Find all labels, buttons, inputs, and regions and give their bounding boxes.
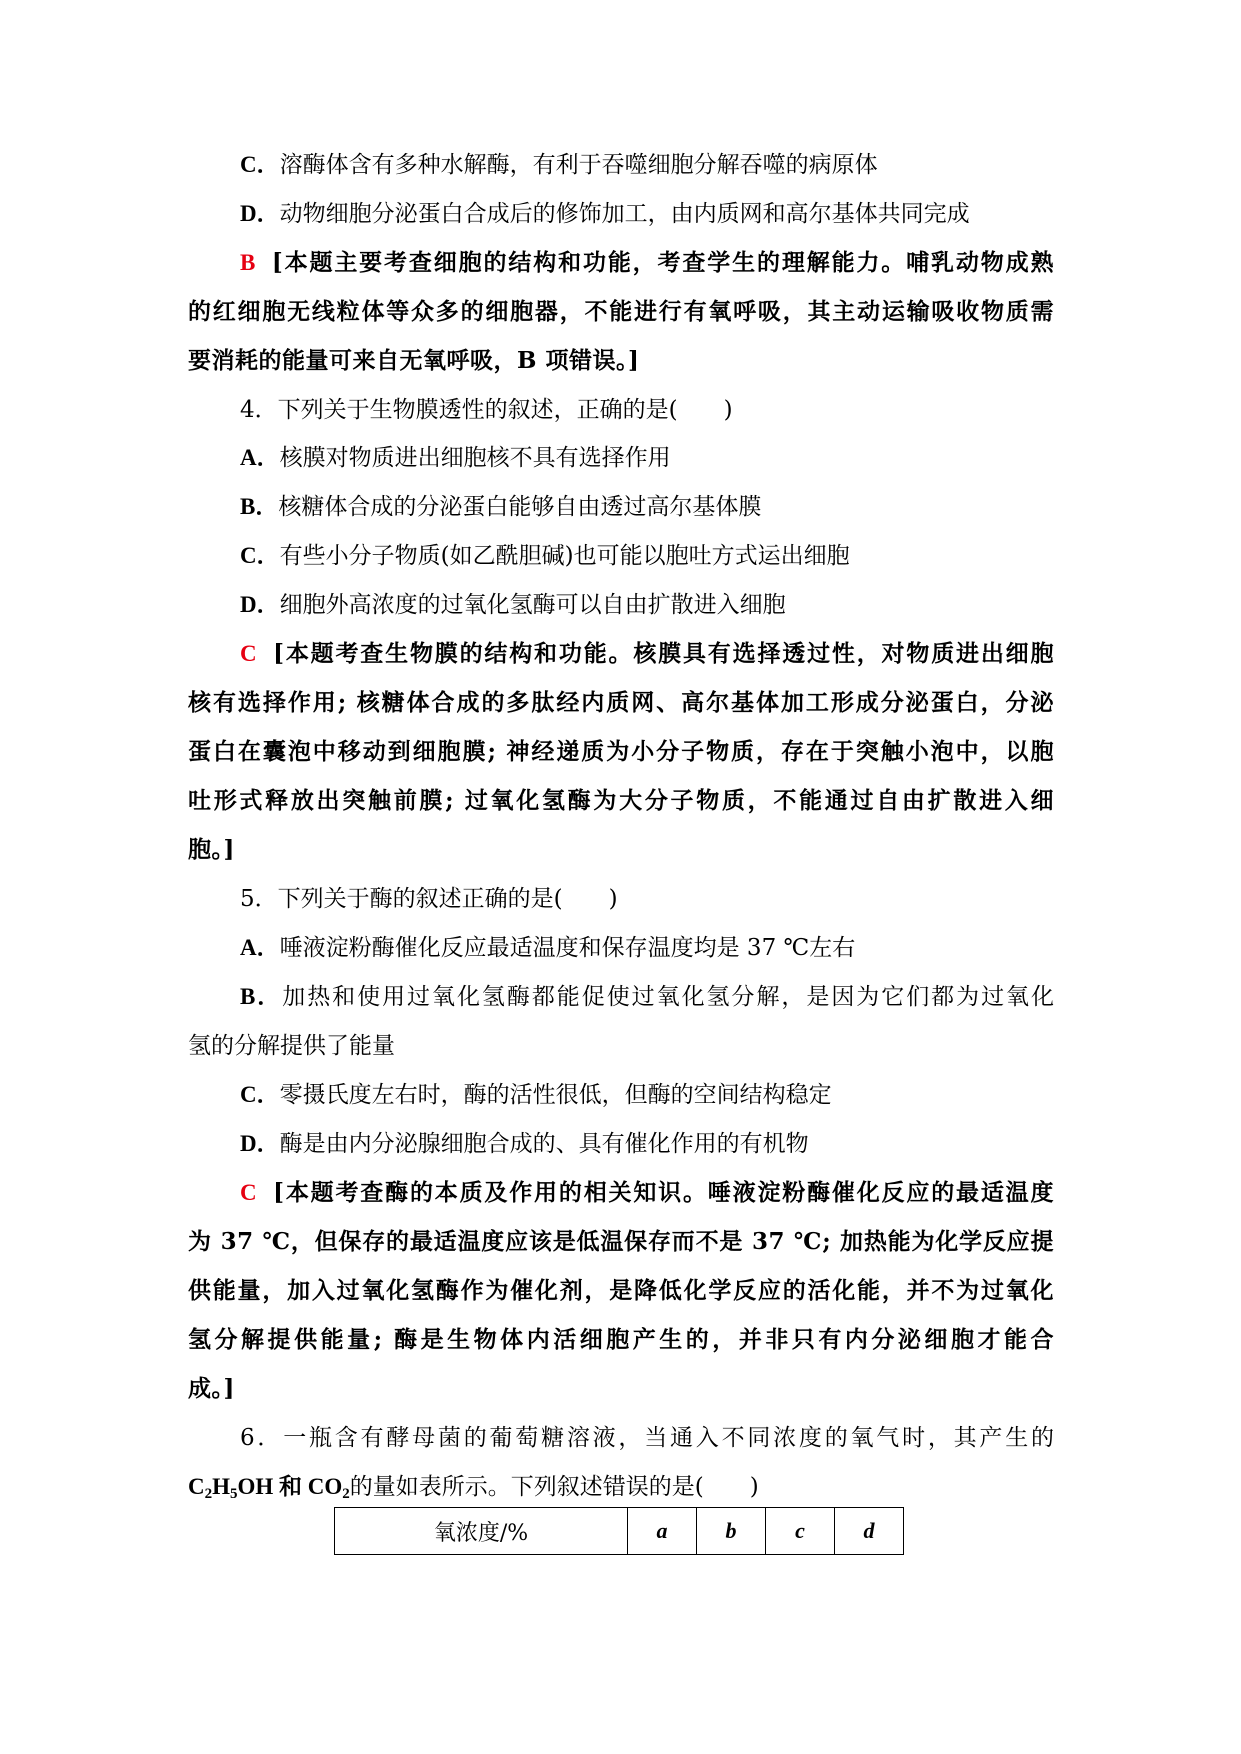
option-label: D． [240,1131,280,1156]
explanation-text: [本题考查生物膜的结构和功能。核膜具有选择透过性，对物质进出细胞 [273,640,1054,667]
option-text: 溶酶体含有多种水解酶，有利于吞噬细胞分解吞噬的病原体 [279,152,878,178]
oxygen-table [334,1507,904,1555]
option-text: 核膜对物质进出细胞核不具有选择作用 [279,445,671,471]
option-label: A． [240,935,280,960]
q5-explanation-line-3: 供能量，加入过氧化氢酶作为催化剂，是降低化学反应的活化能，并不为过氧化 [188,1277,1054,1304]
q4-explanation-line-3: 蛋白在囊泡中移动到细胞膜; 神经递质为小分子物质，存在于突触小泡中，以胞 [188,738,1054,765]
option-label: B． [240,984,283,1009]
explanation-text: [本题考查酶的本质及作用的相关知识。唾液淀粉酶催化反应的最适温度 [273,1179,1054,1206]
answer-letter: C [240,641,258,666]
option-label: A． [240,445,280,470]
option-text: 核糖体合成的分泌蛋白能够自由透过高尔基体膜 [278,494,762,520]
stem-rest: 的量如表所示。下列叙述错误的是( ) [349,1474,759,1500]
q4-explanation-line-5: 胞。] [188,836,235,863]
q5-option-b-continued: 氢的分解提供了能量 [188,1033,395,1059]
formula-sub: 2 [204,1486,213,1502]
q3-explanation-line-1 [240,248,1054,278]
option-text: 细胞外高浓度的过氧化氢酶可以自由扩散进入细胞 [279,592,786,618]
q3-explanation-line-2: 的红细胞无线粒体等众多的细胞器，不能进行有氧呼吸，其主动运输吸收物质需 [188,298,1054,325]
q4-option-a [240,443,671,473]
q5-option-b [240,982,1054,1012]
formula-sub: 2 [342,1486,350,1502]
option-text: 动物细胞分泌蛋白合成后的修饰加工，由内质网和高尔基体共同完成 [279,201,970,227]
option-text: 有些小分子物质(如乙酰胆碱)也可能以胞吐方式运出细胞 [279,543,850,569]
option-text: 唾液淀粉酶催化反应最适温度和保存温度均是 37 ℃左右 [279,935,856,961]
q3-explanation-line-3: 要消耗的能量可来自无氧呼吸，B 项错误。] [188,347,640,374]
q5-explanation-line-2: 为 37 ℃，但保存的最适温度应该是低温保存而不是 37 ℃; 加热能为化学反应提 [188,1228,1054,1255]
q4-option-b [240,492,761,522]
q6-stem-line-2 [188,1472,759,1502]
table-header-cell: d [835,1508,904,1555]
option-label: D． [240,592,280,617]
q4-explanation-line-1 [240,639,1054,669]
table-header-cell: 氧浓度/% [335,1508,628,1555]
q3-option-d [240,199,970,229]
option-label: C． [240,543,280,568]
formula-sub: 5 [230,1486,238,1502]
formula-oh: OH 和 CO [237,1474,343,1499]
table-header-cell: b [697,1508,766,1555]
table-row [335,1508,904,1555]
q5-stem: 5．下列关于酶的叙述正确的是( ) [240,886,618,912]
explanation-text: [本题主要考查细胞的结构和功能，考查学生的理解能力。哺乳动物成熟 [271,249,1054,276]
q4-explanation-line-4: 吐形式释放出突触前膜; 过氧化氢酶为大分子物质，不能通过自由扩散进入细 [188,787,1054,814]
q4-option-c [240,541,850,571]
formula-h: H [212,1474,231,1499]
q5-explanation-line-4: 氢分解提供能量; 酶是生物体内活细胞产生的，并非只有内分泌细胞才能合 [188,1326,1054,1353]
table-header-cell: c [766,1508,835,1555]
option-label: B． [240,494,279,519]
table-header-cell: a [628,1508,697,1555]
q5-option-c [240,1080,832,1110]
q4-stem: 4．下列关于生物膜透性的叙述，正确的是( ) [240,397,733,423]
q5-option-a [240,933,855,963]
q4-option-d [240,590,786,620]
answer-letter: B [240,250,256,275]
q5-explanation-line-1 [240,1178,1054,1208]
formula-c: C [188,1474,205,1499]
q5-option-d [240,1129,809,1159]
option-text: 零摄氏度左右时，酶的活性很低，但酶的空间结构稳定 [279,1082,832,1108]
option-text: 酶是由内分泌腺细胞合成的、具有催化作用的有机物 [279,1131,809,1157]
option-label: C． [240,152,280,177]
q3-option-c [240,150,878,180]
q6-stem-line-1: 6．一瓶含有酵母菌的葡萄糖溶液，当通入不同浓度的氧气时，其产生的 [240,1425,1054,1451]
option-label: C． [240,1082,280,1107]
option-label: D． [240,201,280,226]
q4-explanation-line-2: 核有选择作用; 核糖体合成的多肽经内质网、高尔基体加工形成分泌蛋白，分泌 [188,689,1054,716]
option-text: 加热和使用过氧化氢酶都能促使过氧化氢分解，是因为它们都为过氧化 [282,984,1055,1010]
answer-letter: C [240,1180,258,1205]
q5-explanation-line-5: 成。] [188,1375,235,1402]
